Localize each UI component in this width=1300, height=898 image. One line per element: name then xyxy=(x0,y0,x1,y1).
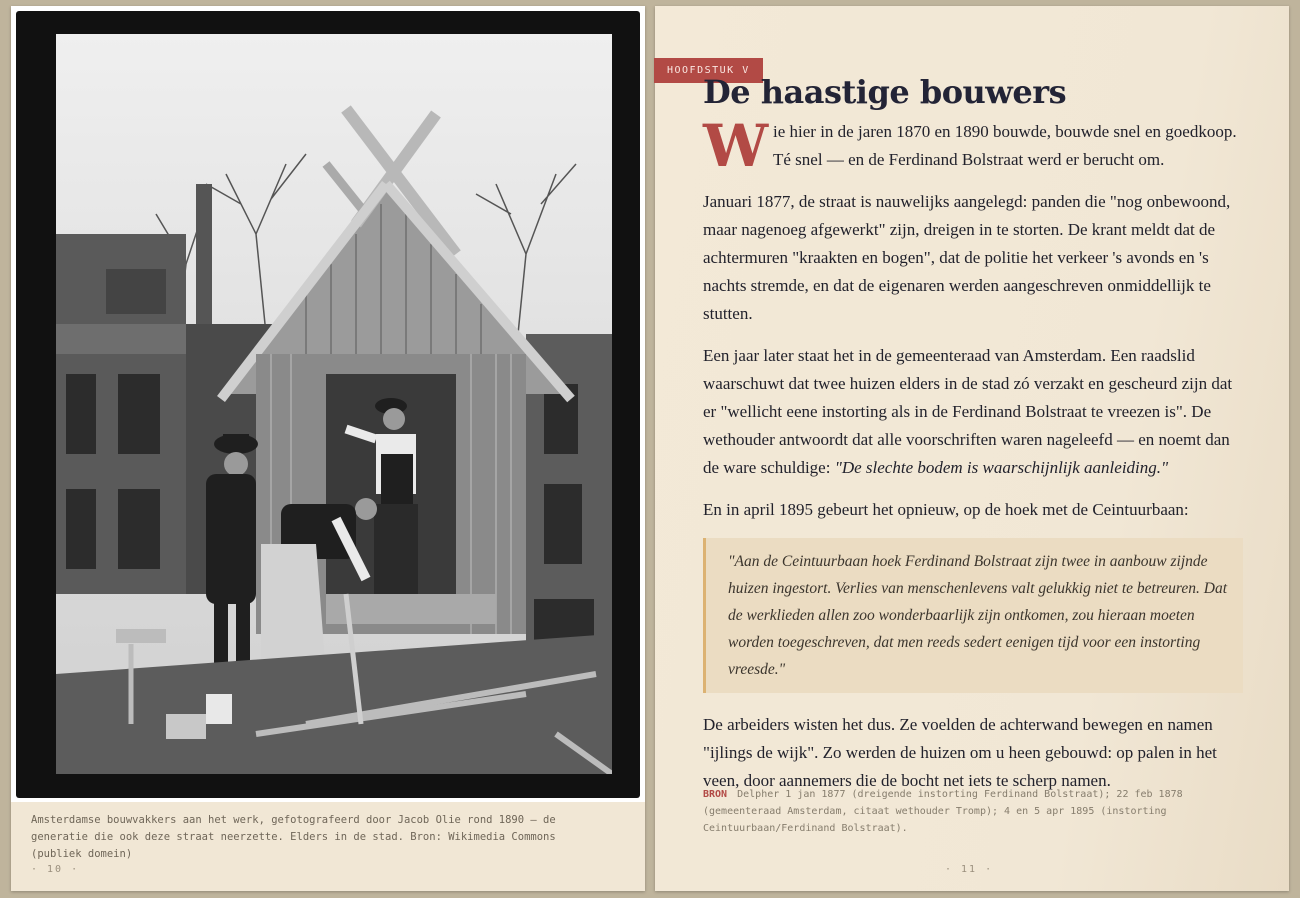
chapter-body xyxy=(703,112,1243,809)
sources-text: Delpher 1 jan 1877 (dreigende instorting Ferdinand Bolstraat); 22 feb 1878 (gemeenteraad Amsterdam, citaat wethouder Tromp); 4 en 5 apr 1895 (instorting Ceintuurbaan/Ferdinand Bolstraat). xyxy=(703,789,1183,834)
wethouder-quote: "De slechte bodem is waarschijnlijk aanleiding." xyxy=(834,458,1169,477)
historic-photo xyxy=(11,6,645,802)
paragraph-1895: En in april 1895 gebeurt het opnieuw, op de hoek met de Ceintuurbaan: xyxy=(703,500,1189,519)
newspaper-blockquote: "Aan de Ceintuurbaan hoek Ferdinand Bolstraat zijn twee in aanbouw zijnde huizen ingestort. Verlies van menschenlevens valt gelukkig niet te betreuren. Dat de werklieden allen zoo wonderbaarlijk zijn ontkomen, zou hieraan moeten worden toegeschreven, dat men reeds sedert eenigen tijd voor een instorting vreesde." xyxy=(703,538,1243,693)
page-number-left: · 10 · xyxy=(31,864,80,875)
paragraph-1878 xyxy=(703,342,1243,482)
right-page xyxy=(655,6,1289,891)
construction-workers-photo xyxy=(56,34,612,774)
sources-label: BRON xyxy=(703,789,728,800)
left-page xyxy=(11,6,645,891)
paragraph-1877: Januari 1877, de straat is nauwelijks aangelegd: panden die "nog onbewoond, maar nagenoeg afgewerkt" zijn, dreigen in te storten. De krant meldt dat de achtermuren "kraakten en bogen", dat de politie het verkeer 's avonds en 's nachts stremde, en dat de eigenaren werden aangeschreven onmiddellijk te stutten. xyxy=(703,192,1231,323)
intro-text: ie hier in de jaren 1870 en 1890 bouwde, bouwde snel en goedkoop. Té snel — en de Ferdinand Bolstraat werd er berucht om. xyxy=(773,122,1237,169)
page-number-right: · 11 · xyxy=(945,864,994,875)
chapter-title: De haastige bouwers xyxy=(703,73,1067,111)
chapter-tag: HOOFDSTUK V xyxy=(654,58,763,83)
sources-note xyxy=(703,786,1243,837)
photo-caption: Amsterdamse bouwvakkers aan het werk, gefotografeerd door Jacob Olie rond 1890 — de generatie die ook deze straat neerzette. Elders in de stad. Bron: Wikimedia Commons (publiek domein) xyxy=(31,814,556,860)
paragraph-conclusion: De arbeiders wisten het dus. Ze voelden de achterwand bewegen en namen "ijlings de wijk". Zo werden de huizen om u heen gebouwd: op palen in het veen, door aannemers die de bocht net iets te scherp namen. xyxy=(703,715,1217,790)
paragraph-1878-text: Een jaar later staat het in de gemeenteraad van Amsterdam. Een raadslid waarschuwt dat twee huizen elders in de stad zó verzakt en gescheurd zijn dat er "wellicht eene instorting als in de Ferdinand Bolstraat te vreezen is". De wethouder antwoordt dat alle voorschriften waren nageleefd — en noemt dan de ware schuldige: xyxy=(703,346,1233,477)
intro-paragraph xyxy=(703,112,1243,180)
dropcap-letter: W xyxy=(703,112,769,180)
